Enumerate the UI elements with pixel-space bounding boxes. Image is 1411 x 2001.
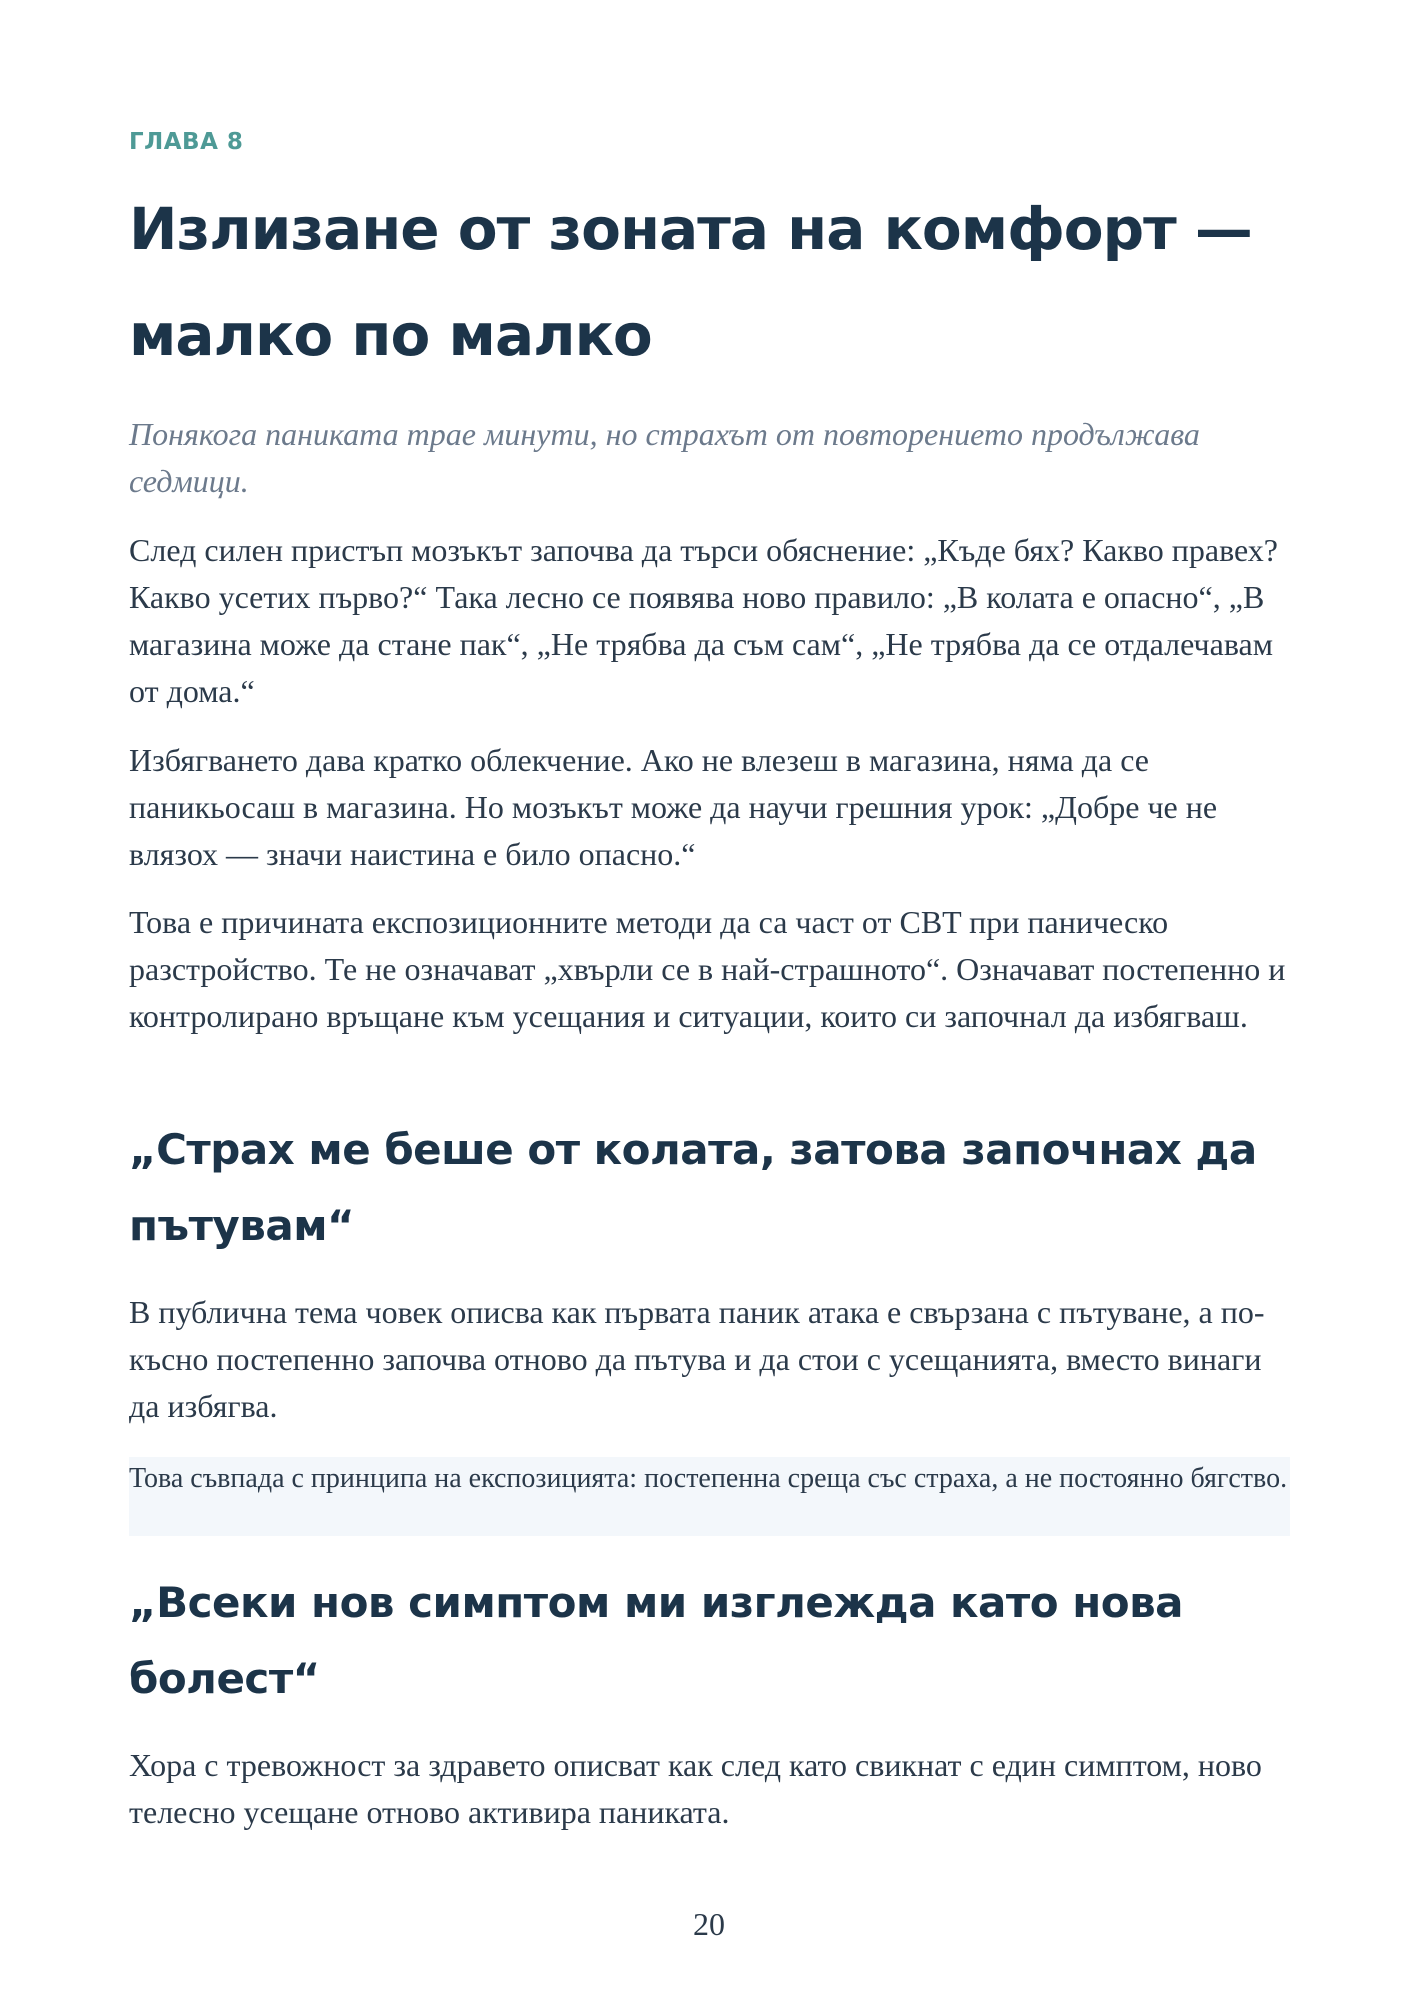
section-body-symptom: Хора с тревожност за здравето описват как след като свикнат с един симптом, ново телесно усещане отново активира паниката.	[129, 1747, 1262, 1830]
chapter-title: Излизане от зоната на комфорт — малко по малко	[129, 195, 1252, 369]
section-heading-symptom: „Всеки нов симптом ми изглежда като нова болест“	[129, 1578, 1183, 1703]
section-heading-car: „Страх ме беше от колата, затова започнах да пътувам“	[129, 1125, 1257, 1250]
body-paragraph: Това е причината експозиционните методи да са част от CBT при паническо разстройство. Те не означават „хвърли се в най-страшното“. Означават постепенно и контролирано връщане към усещания и ситуации, които си започнал да избягваш.	[129, 904, 1286, 1034]
highlight-note: Това съвпада с принципа на експозицията: постепенна среща със страха, а не постоянно бягство.	[129, 1457, 1290, 1536]
body-paragraph: След силен пристъп мозъкът започва да търси обяснение: „Къде бях? Какво правех? Какво усетих първо?“ Така лесно се появява ново правило: „В колата е опасно“, „В магазина може да стане пак“, „Не трябва да съм сам“, „Не трябва да се отдалечавам от дома.“	[129, 532, 1278, 709]
section-body-car: В публична тема човек описва как първата паник атака е свързана с пътуване, а по-късно постепенно започва отново да пътува и да стои с усещанията, вместо винаги да избягва.	[129, 1294, 1265, 1424]
body-paragraph: Избягването дава кратко облекчение. Ако не влезеш в магазина, няма да се паникьосаш в магазина. Но мозъкът може да научи грешния урок: „Добре че не влязох — значи наистина е било опасно.“	[129, 742, 1218, 872]
page-number: 20	[693, 1906, 725, 1942]
chapter-lede: Понякога паниката трае минути, но страхът от повторението продължава седмици.	[129, 416, 1200, 499]
chapter-label: ГЛАВА 8	[129, 129, 244, 155]
